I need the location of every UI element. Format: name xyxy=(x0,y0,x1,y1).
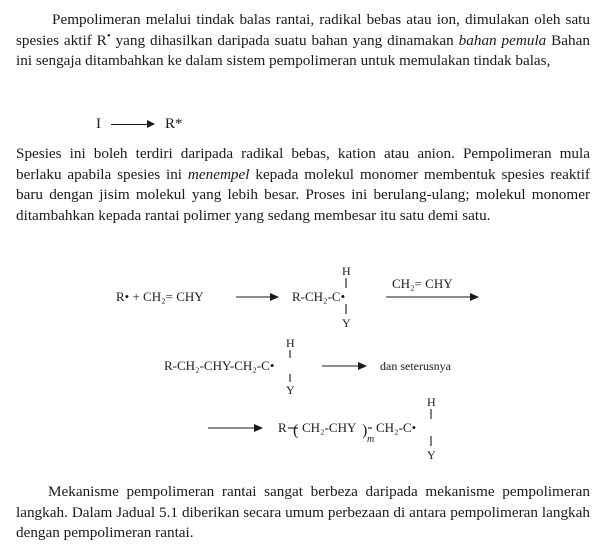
propagation-scheme xyxy=(0,255,600,480)
paragraph-2-text-b: kepada molekul monomer membentuk spesies reaktif baru dengan jisim molekul yang lebih besar. Proses ini berulang-ulang; molekul monomer ditambahkan kepada rantai polimer yang sedang membesar itu satu demi satu. xyxy=(16,165,590,224)
continuation-label: dan seterusnya xyxy=(380,359,451,373)
monomer-reagent: CH₂= CHY xyxy=(392,276,453,291)
paragraph-1-text-b: yang dihasilkan daripada suatu bahan yang dinamakan xyxy=(110,31,459,49)
repeat-subscript: m xyxy=(367,434,375,445)
initiator-symbol: I xyxy=(96,116,101,132)
repeat-paren-left: ( xyxy=(293,422,299,439)
step2-product: R-CH₂-CHY-CH₂-C• xyxy=(164,358,275,373)
reaction-arrow-icon xyxy=(111,120,155,130)
paragraph-2-text-a: Spesies ini boleh terdiri daripada radikal bebas, kation atau anion. Pempolimeran mula berlaku apabila spesies ini xyxy=(16,145,590,183)
step1-reactants: R• + CH₂= CHY xyxy=(116,289,204,304)
step1-product: R-CH₂-C• xyxy=(292,289,346,304)
step3-top-atom: H xyxy=(427,395,436,409)
term-menempel: menempel xyxy=(187,165,250,183)
step2-top-atom: H xyxy=(286,336,295,350)
step3-prefix: R xyxy=(278,420,287,435)
paragraph-comparison: Mekanisme pempolimeran rantai sangat berbeza daripada mekanisme pempolimeran langkah. Dalam Jadual 5.1 diberikan secara umum perbezaan di antara pempolimeran langkah dengan pempolimeran rantai. xyxy=(16,483,590,541)
term-bahan-pemula: bahan pemula xyxy=(458,31,547,49)
paragraph-1-text-a: Pempolimeran melalui tindak balas rantai, radikal bebas atau ion, dimulakan oleh satu spesies aktif R xyxy=(16,11,590,49)
repeat-paren-right: ) xyxy=(362,422,368,439)
paragraph-initiation xyxy=(16,10,590,72)
initiation-equation xyxy=(96,116,183,133)
step2-bottom-atom: Y xyxy=(286,383,295,397)
step1-top-atom: H xyxy=(342,264,351,278)
paragraph-propagation xyxy=(16,144,590,226)
paragraph-1-text-c: Bahan ini sengaja ditambahkan ke dalam sistem pempolimeran untuk memulakan tindak balas, xyxy=(16,31,590,69)
step1-bottom-atom: Y xyxy=(342,316,351,330)
step3-suffix: CH₂-C• xyxy=(376,420,417,435)
active-species-symbol: R* xyxy=(165,116,183,132)
step3-repeat-unit: CH₂-CHY xyxy=(302,420,357,435)
step3-bottom-atom: Y xyxy=(427,448,436,462)
radical-dot: • xyxy=(106,29,111,42)
